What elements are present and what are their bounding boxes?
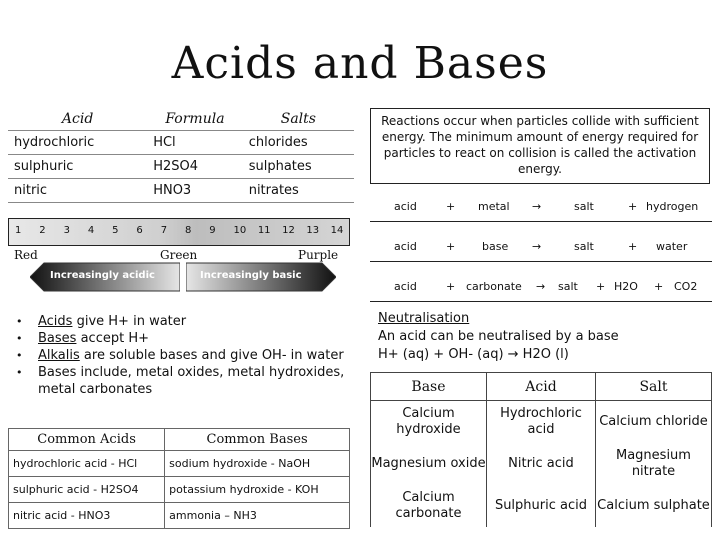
term: CO2 xyxy=(674,280,698,293)
plus: + xyxy=(446,200,456,213)
table-row xyxy=(9,477,350,503)
neutralisation-line: An acid can be neutralised by a base xyxy=(378,329,619,344)
term: salt xyxy=(558,280,578,293)
cell: hydrochloric acid - HCl xyxy=(9,451,165,477)
term: Acids xyxy=(38,314,73,329)
cell: sulphuric acid - H2SO4 xyxy=(9,477,165,503)
reaction-row xyxy=(370,232,712,262)
term: Bases xyxy=(38,331,77,346)
acidic-label: Increasingly acidic xyxy=(50,270,155,281)
ph-number: 10 xyxy=(233,225,247,236)
table-row xyxy=(9,451,350,477)
ph-number: 5 xyxy=(112,225,119,236)
ph-number: 13 xyxy=(306,225,320,236)
cell: sulphates xyxy=(243,154,354,178)
cell: HNO3 xyxy=(147,178,243,202)
term: acid xyxy=(394,240,417,253)
header-common-bases: Common Bases xyxy=(165,429,350,451)
arrow-icon: → xyxy=(532,240,542,253)
ph-number: 8 xyxy=(184,225,192,236)
plus: + xyxy=(446,280,456,293)
purple-label: Purple xyxy=(298,248,339,262)
ph-number: 7 xyxy=(160,225,168,236)
ph-number: 2 xyxy=(39,225,46,236)
text: are soluble bases and give OH- in water xyxy=(83,348,344,363)
cell: Sulphuric acid xyxy=(486,485,595,527)
red-label: Red xyxy=(14,248,38,262)
cell: sodium hydroxide - NaOH xyxy=(165,451,350,477)
base-acid-salt-table xyxy=(370,372,712,527)
ph-number: 9 xyxy=(209,225,216,236)
term: salt xyxy=(574,240,594,253)
cell: Nitric acid xyxy=(486,443,595,485)
neutralisation-section xyxy=(378,310,619,364)
header-acid: Acid xyxy=(8,108,147,130)
bullet-list xyxy=(14,313,354,398)
reactions-info-box: Reactions occur when particles collide with sufficient energy. The minimum amount of energy required for particles to react on collision is called the activation energy. xyxy=(370,108,710,184)
table-row xyxy=(8,130,354,154)
neutralisation-heading: Neutralisation xyxy=(378,311,470,326)
term: water xyxy=(656,240,688,253)
cell: ammonia – NH3 xyxy=(165,503,350,529)
table-row xyxy=(9,503,350,529)
cell: Calcium hydroxide xyxy=(371,401,487,443)
ph-number: 3 xyxy=(63,225,70,236)
reaction-row xyxy=(370,192,712,222)
table-row xyxy=(371,443,712,485)
table-row xyxy=(371,485,712,527)
header-salt: Salt xyxy=(595,373,711,401)
text: give H+ in water xyxy=(76,314,187,329)
cell: HCl xyxy=(147,130,243,154)
header-common-acids: Common Acids xyxy=(9,429,165,451)
ph-scale xyxy=(8,218,350,246)
header-salts: Salts xyxy=(243,108,354,130)
text: accept H+ xyxy=(80,331,149,346)
ph-number: 4 xyxy=(87,225,95,236)
plus: + xyxy=(628,200,638,213)
cell: Hydrochloric acid xyxy=(486,401,595,443)
term: H2O xyxy=(614,280,638,293)
term: Alkalis xyxy=(38,348,80,363)
arrow-icon: → xyxy=(536,280,546,293)
reaction-row xyxy=(370,272,712,302)
cell: Calcium chloride xyxy=(595,401,711,443)
term: acid xyxy=(394,280,417,293)
acid-formula-table xyxy=(8,108,354,203)
list-item: • Bases include, metal oxides, metal hydroxides, metal carbonates xyxy=(14,364,354,398)
header-acid: Acid xyxy=(486,373,595,401)
cell: chlorides xyxy=(243,130,354,154)
list-item xyxy=(14,347,354,364)
cell: Calcium sulphate xyxy=(595,485,711,527)
term: hydrogen xyxy=(646,200,699,213)
term: base xyxy=(482,240,509,253)
cell: Calcium carbonate xyxy=(371,485,487,527)
cell: Magnesium oxide xyxy=(371,443,487,485)
cell: nitrates xyxy=(243,178,354,202)
cell: sulphuric xyxy=(8,154,147,178)
term: carbonate xyxy=(466,280,522,293)
common-acids-bases-table xyxy=(8,428,350,529)
plus: + xyxy=(628,240,638,253)
cell: Magnesium nitrate xyxy=(595,443,711,485)
neutralisation-equation: H+ (aq) + OH- (aq) → H2O (l) xyxy=(378,347,569,362)
header-base: Base xyxy=(371,373,487,401)
plus: + xyxy=(596,280,606,293)
page-title: Acids and Bases xyxy=(171,38,549,89)
cell: nitric acid - HNO3 xyxy=(9,503,165,529)
table-row xyxy=(8,154,354,178)
cell: hydrochloric xyxy=(8,130,147,154)
term: salt xyxy=(574,200,594,213)
list-item xyxy=(14,330,354,347)
header-formula: Formula xyxy=(147,108,243,130)
ph-number: 6 xyxy=(136,225,143,236)
cell: potassium hydroxide - KOH xyxy=(165,477,350,503)
term: metal xyxy=(478,200,510,213)
green-label: Green xyxy=(160,248,198,262)
table-row xyxy=(371,401,712,443)
ph-number: 1 xyxy=(15,225,22,236)
plus: + xyxy=(654,280,664,293)
list-item xyxy=(14,313,354,330)
basic-label: Increasingly basic xyxy=(200,270,302,281)
ph-number: 12 xyxy=(282,225,295,236)
ph-number: 11 xyxy=(257,225,271,236)
term: acid xyxy=(394,200,417,213)
cell: H2SO4 xyxy=(147,154,243,178)
cell: nitric xyxy=(8,178,147,202)
arrow-icon: → xyxy=(532,200,542,213)
table-row xyxy=(8,178,354,202)
ph-number: 14 xyxy=(330,225,344,236)
plus: + xyxy=(446,240,456,253)
